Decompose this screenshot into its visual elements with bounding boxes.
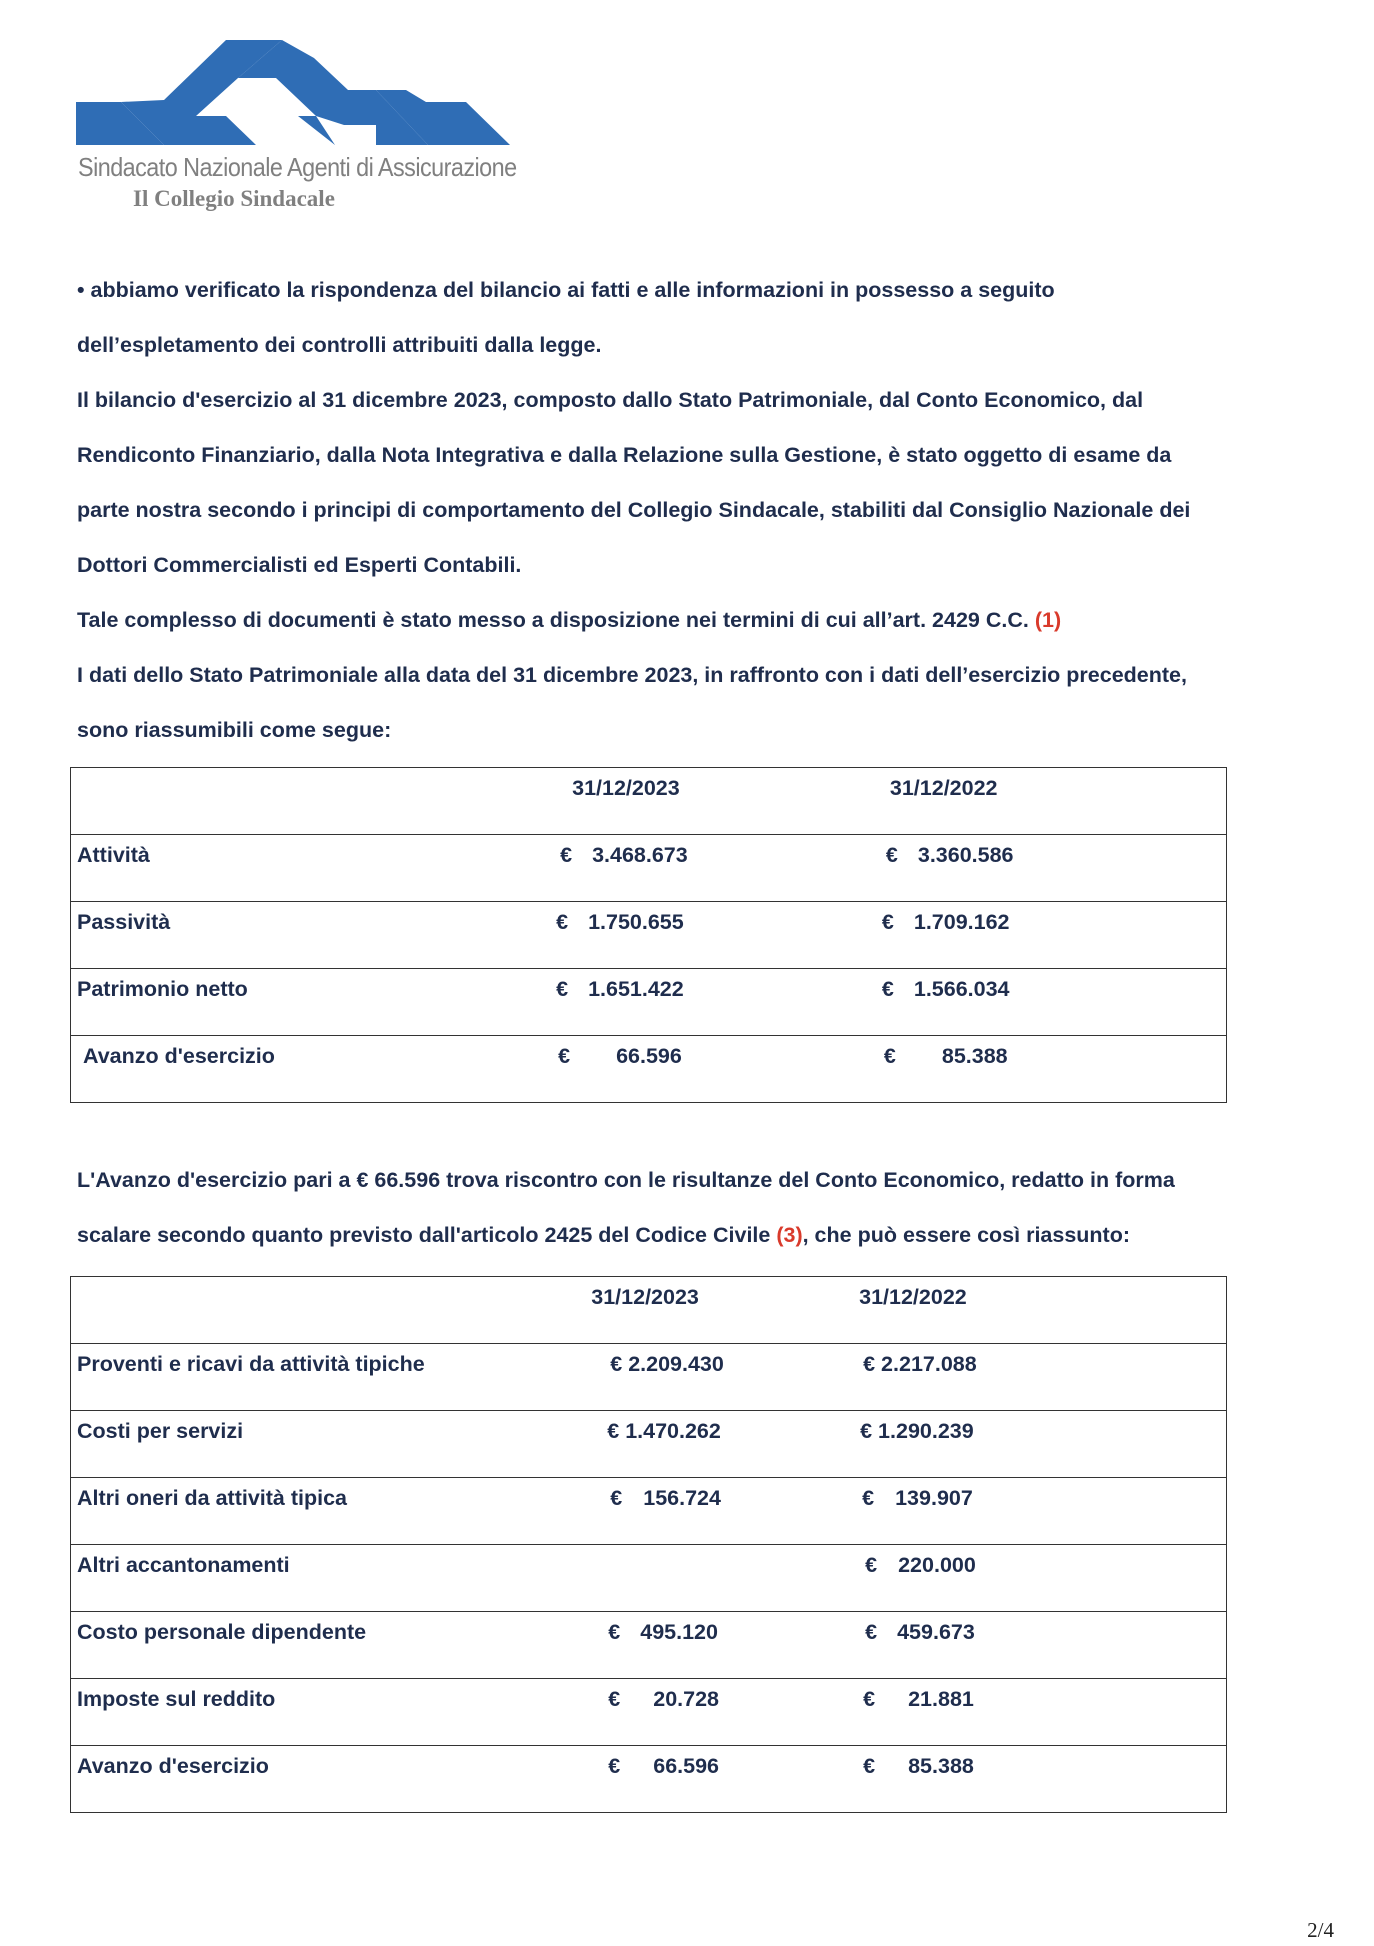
paragraph-line: I dati dello Stato Patrimoniale alla data del 31 dicembre 2023, in raffronto con i dati dell’esercizio precedente, (77, 663, 1187, 687)
logo-org-name: Sindacato Nazionale Agenti di Assicurazione (78, 152, 517, 182)
table-row (71, 1411, 1227, 1478)
value-2022: € 3.360.586 (802, 835, 1227, 902)
paragraph-line: Il bilancio d'esercizio al 31 dicembre 2023, composto dallo Stato Patrimoniale, dal Conto Economico, dal (77, 388, 1144, 412)
table-row (71, 1036, 1227, 1103)
footnote-ref: (3) (776, 1223, 803, 1247)
paragraph-line: L'Avanzo d'esercizio pari a € 66.596 trova riscontro con le risultanze del Conto Economico, redatto in forma (77, 1168, 1175, 1192)
value-2023: € 2.209.430 (515, 1344, 777, 1411)
row-label: Imposte sul reddito (71, 1679, 516, 1746)
conto-economico-intro (77, 1153, 1347, 1263)
value-2023: € 66.596 (515, 1746, 777, 1813)
header-cell: 31/12/2022 (802, 768, 1227, 835)
paragraph-line: scalare secondo quanto previsto dall'articolo 2425 del Codice Civile (3), che può essere così riassunto: (77, 1223, 1131, 1247)
table-row (71, 835, 1227, 902)
sna-logo-icon (76, 40, 510, 155)
header-cell: 31/12/2022 (777, 1277, 1226, 1344)
value-2023: € 156.724 (515, 1478, 777, 1545)
table-header-row (71, 1277, 1227, 1344)
value-2022: € 1.709.162 (802, 902, 1227, 969)
sna-logo (76, 40, 516, 220)
logo-subtitle: Il Collegio Sindacale (133, 186, 335, 211)
value-2023 (515, 1545, 777, 1612)
value-2022: € 220.000 (777, 1545, 1226, 1612)
value-2023: € 1.750.655 (480, 902, 802, 969)
report-body-text (77, 263, 1337, 758)
footnote-ref: (1) (1034, 608, 1062, 632)
value-2023: € 20.728 (515, 1679, 777, 1746)
header-cell: 31/12/2023 (480, 768, 802, 835)
row-label: Altri accantonamenti (71, 1545, 516, 1612)
row-label: Passività (71, 902, 481, 969)
value-2022: € 1.566.034 (802, 969, 1227, 1036)
table-row (71, 1344, 1227, 1411)
value-2022: € 2.217.088 (777, 1344, 1226, 1411)
page-number: 2/4 (1307, 1918, 1334, 1942)
header-cell: 31/12/2023 (515, 1277, 777, 1344)
value-2023: € 66.596 (480, 1036, 802, 1103)
value-2023: € 1.651.422 (480, 969, 802, 1036)
header-cell (71, 1277, 516, 1344)
paragraph-line: dell’espletamento dei controlli attribuiti dalla legge. (77, 333, 602, 357)
value-2022: € 139.907 (777, 1478, 1226, 1545)
header-cell (71, 768, 481, 835)
value-2022: € 1.290.239 (777, 1411, 1226, 1478)
row-label: Proventi e ricavi da attività tipiche (71, 1344, 516, 1411)
table-row (71, 1612, 1227, 1679)
value-2022: € 459.673 (777, 1612, 1226, 1679)
table-row (71, 1679, 1227, 1746)
paragraph-line: parte nostra secondo i principi di comportamento del Collegio Sindacale, stabiliti dal Consiglio Nazionale dei (77, 498, 1191, 522)
value-2023: € 3.468.673 (480, 835, 802, 902)
art-text: Tale complesso di documenti è stato messo a disposizione nei termini di cui all’art. 2429 C.C. (77, 608, 1029, 632)
table-header-row (71, 768, 1227, 835)
value-2023: € 1.470.262 (515, 1411, 777, 1478)
stato-patrimoniale-table (70, 767, 1227, 1103)
art-reference-line (77, 593, 1337, 648)
row-label: Avanzo d'esercizio (71, 1746, 516, 1813)
row-label: Costo personale dipendente (71, 1612, 516, 1679)
table-row (71, 1478, 1227, 1545)
paragraph-line: Rendiconto Finanziario, dalla Nota Integrativa e dalla Relazione sulla Gestione, è stato oggetto di esame da (77, 443, 1172, 467)
table-row (71, 1545, 1227, 1612)
row-label: Avanzo d'esercizio (71, 1036, 481, 1103)
value-2022: € 21.881 (777, 1679, 1226, 1746)
table-row (71, 1746, 1227, 1813)
paragraph-line: Dottori Commercialisti ed Esperti Contabili. (77, 553, 522, 577)
row-label: Attività (71, 835, 481, 902)
conto-economico-table (70, 1276, 1227, 1813)
value-2022: € 85.388 (802, 1036, 1227, 1103)
paragraph-line: sono riassumibili come segue: (77, 718, 392, 742)
paragraph-line: • abbiamo verificato la rispondenza del bilancio ai fatti e alle informazioni in possesso a seguito (77, 278, 1055, 302)
value-2023: € 495.120 (515, 1612, 777, 1679)
table-row (71, 969, 1227, 1036)
row-label: Altri oneri da attività tipica (71, 1478, 516, 1545)
row-label: Patrimonio netto (71, 969, 481, 1036)
row-label: Costi per servizi (71, 1411, 516, 1478)
value-2022: € 85.388 (777, 1746, 1226, 1813)
table-row (71, 902, 1227, 969)
